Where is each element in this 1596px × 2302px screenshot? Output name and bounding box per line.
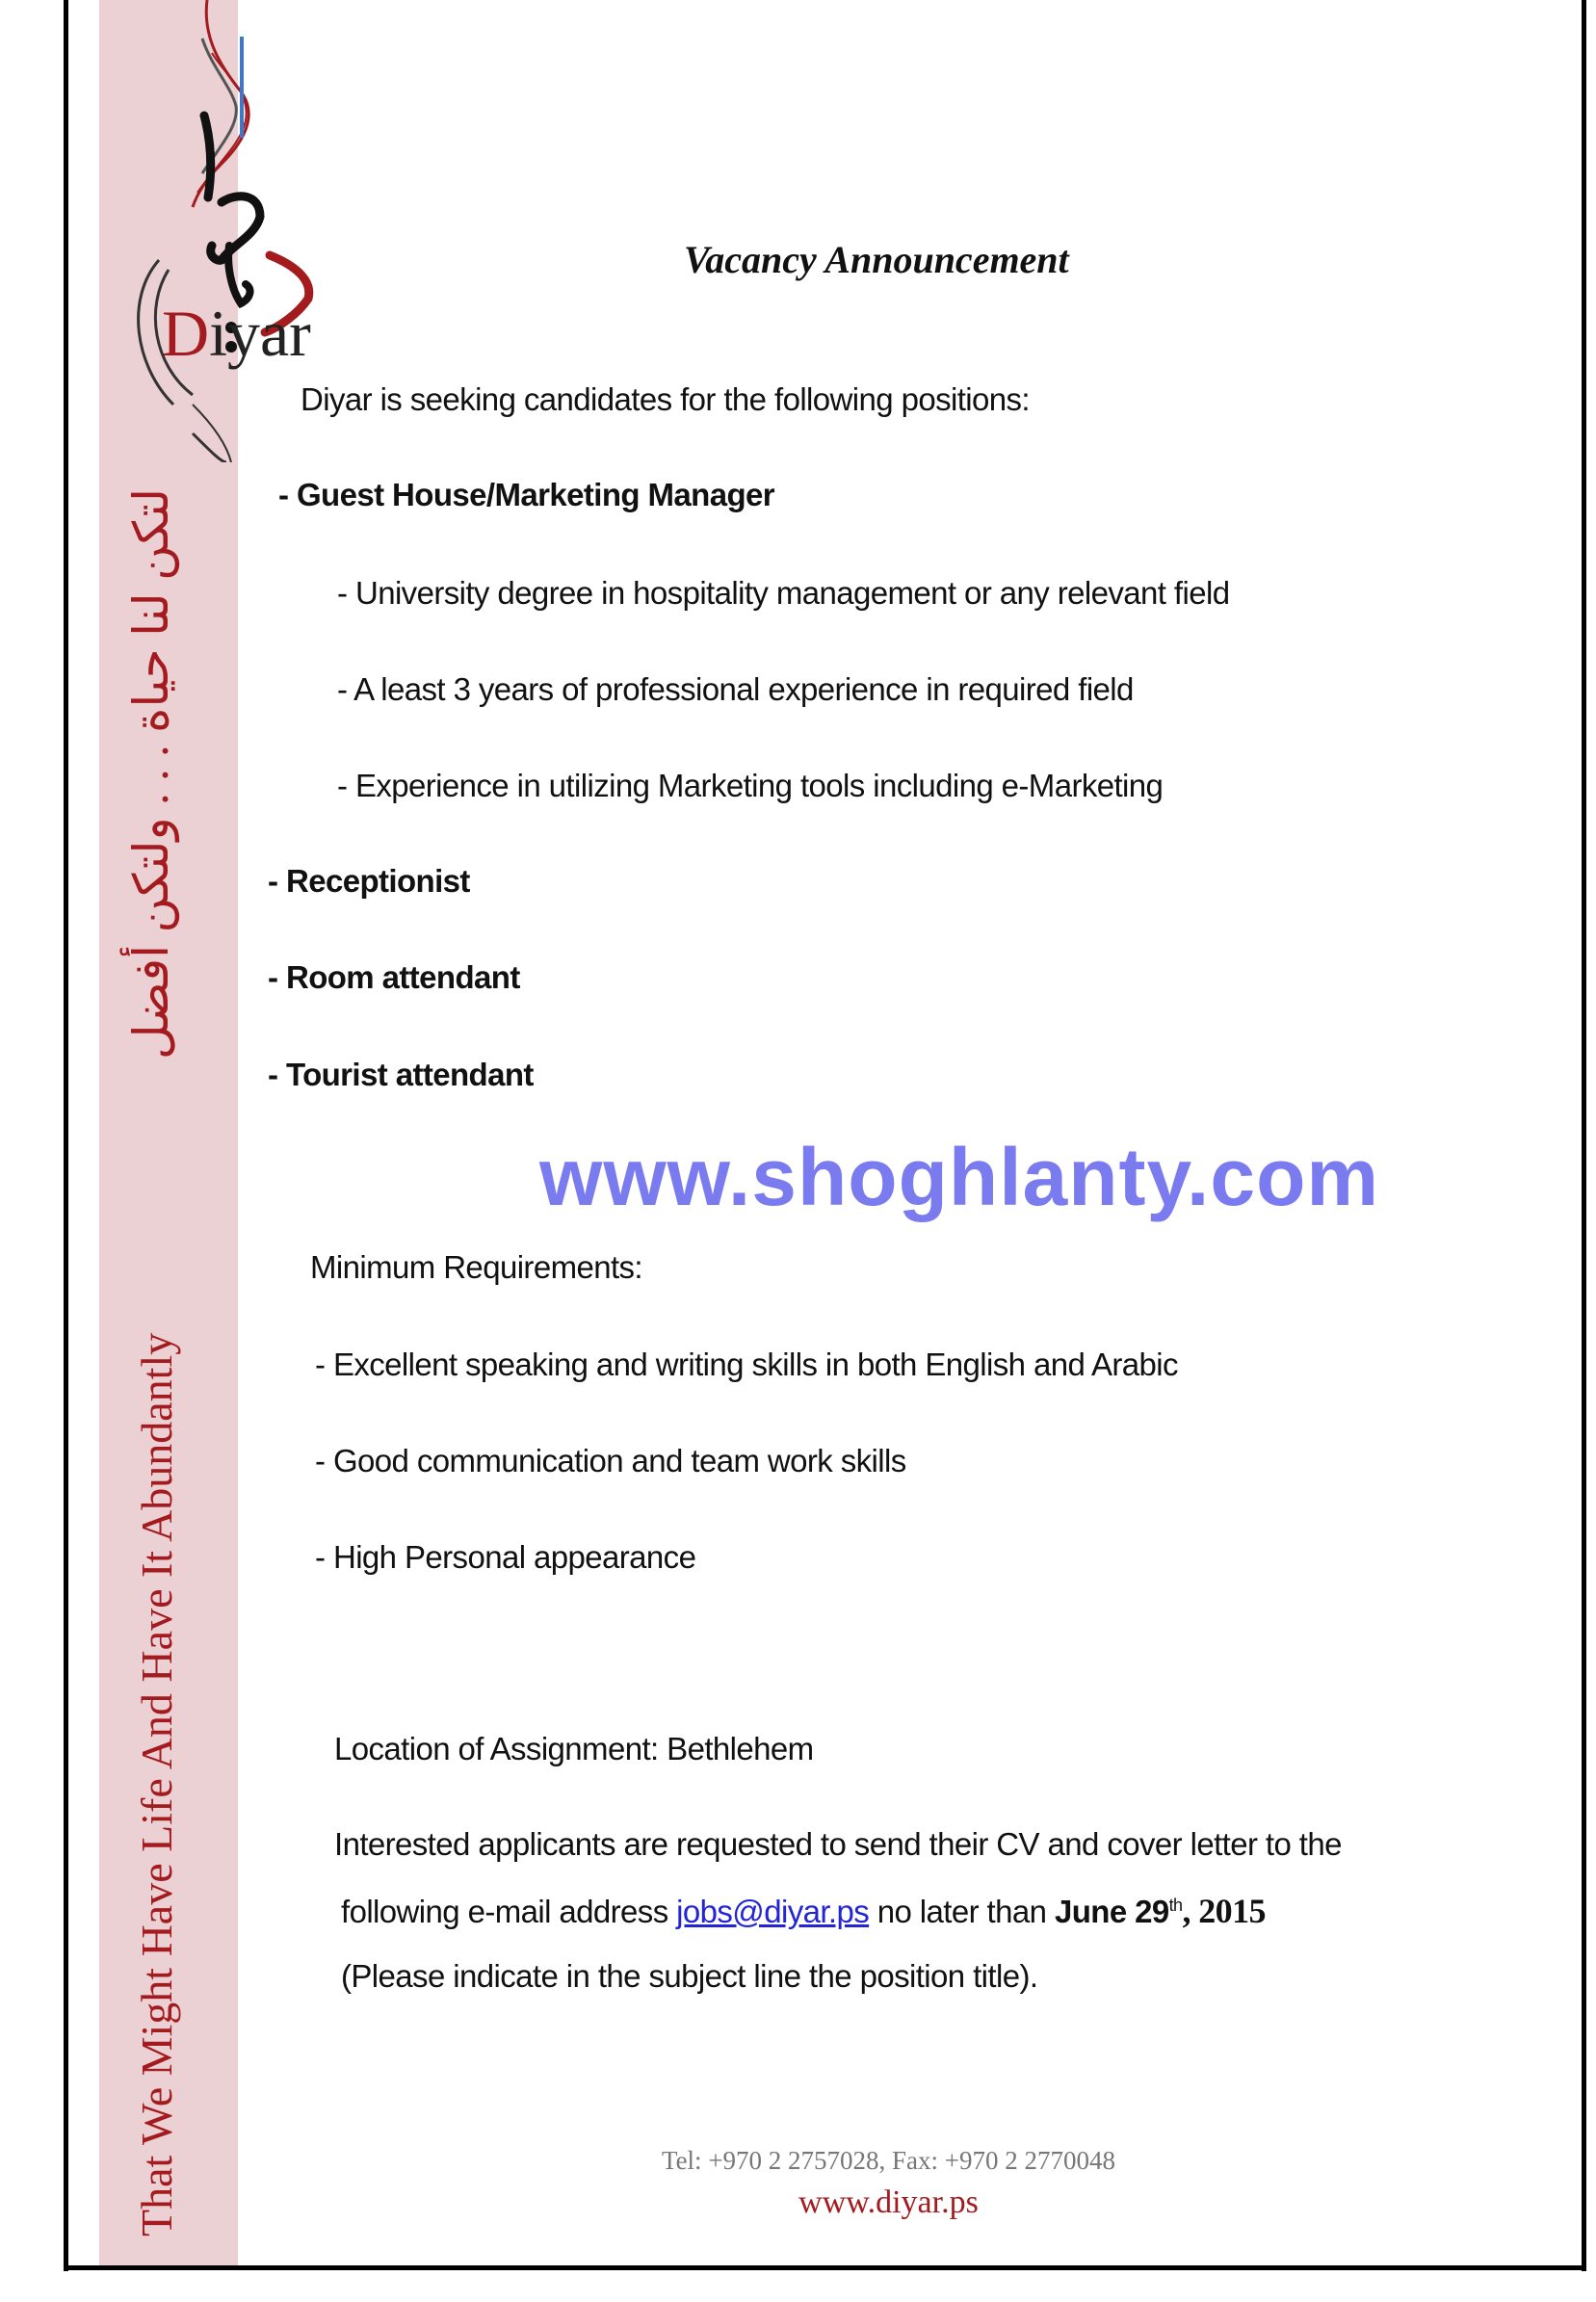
- sidebar-motto-english: That We Might Have Life And Have It Abundantly: [132, 1332, 181, 2237]
- position-title: - Receptionist: [268, 863, 470, 899]
- page-title: Vacancy Announcement: [684, 238, 1069, 281]
- logo-initial: D: [162, 297, 210, 370]
- footer-website[interactable]: www.diyar.ps: [798, 2184, 979, 2220]
- position-requirement: - Experience in utilizing Marketing tools including e-Marketing: [337, 768, 1164, 803]
- logo-wordmark: [162, 297, 311, 370]
- email-link[interactable]: jobs@diyar.ps: [676, 1894, 870, 1929]
- minimum-requirement-item: - Excellent speaking and writing skills in both English and Arabic: [315, 1347, 1178, 1382]
- location-text: Location of Assignment: Bethlehem: [334, 1731, 814, 1766]
- page-border-right: [1582, 0, 1586, 2271]
- sidebar-motto-arabic: لتكن لنا حياة . . . ولتكن أفضل: [124, 487, 178, 1059]
- intro-text: Diyar is seeking candidates for the following positions:: [301, 381, 1030, 417]
- minimum-requirement-item: - High Personal appearance: [315, 1539, 696, 1575]
- apply-text: no later than: [869, 1894, 1055, 1929]
- position-requirement: - University degree in hospitality management or any relevant field: [337, 575, 1230, 611]
- apply-line-3: (Please indicate in the subject line the position title).: [341, 1958, 1038, 1994]
- minimum-requirement-item: - Good communication and team work skills: [315, 1443, 906, 1478]
- apply-line-2: [341, 1894, 1266, 1928]
- apply-text: following e-mail address: [341, 1894, 677, 1929]
- deadline-year: , 2015: [1182, 1892, 1266, 1930]
- page-border-left: [64, 0, 68, 2271]
- footer-contact: Tel: +970 2 2757028, Fax: +970 2 2770048: [661, 2146, 1116, 2175]
- logo-rest: iyar: [209, 297, 311, 370]
- deadline-date: June 29: [1054, 1894, 1169, 1929]
- position-requirement: - A least 3 years of professional experience in required field: [337, 671, 1134, 707]
- position-title: - Room attendant: [268, 959, 520, 995]
- minimum-requirements-heading: Minimum Requirements:: [310, 1249, 643, 1285]
- deadline-suffix: th: [1168, 1896, 1183, 1915]
- watermark: www.shoghlanty.com: [539, 1132, 1380, 1222]
- position-title: - Guest House/Marketing Manager: [278, 477, 775, 512]
- position-title: - Tourist attendant: [268, 1057, 534, 1092]
- apply-line-1: Interested applicants are requested to send their CV and cover letter to the: [334, 1826, 1342, 1862]
- page-border-bottom: [64, 2265, 1586, 2270]
